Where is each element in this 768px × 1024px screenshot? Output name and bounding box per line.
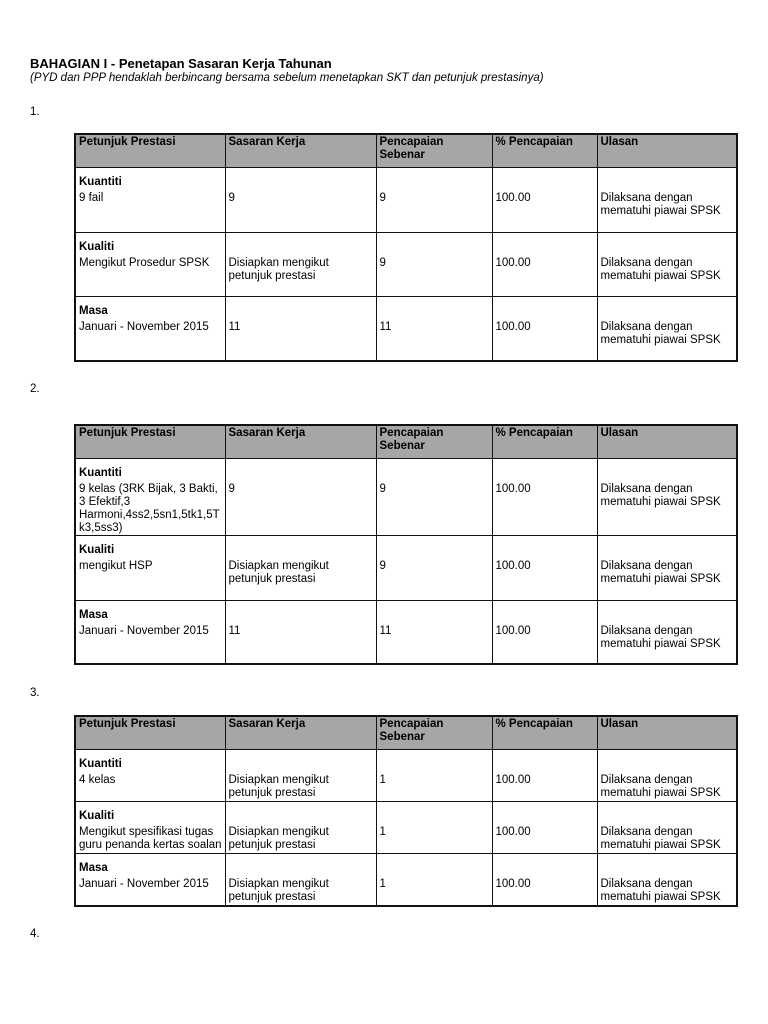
cell-peratus-pencapaian: 100.00 <box>492 600 597 664</box>
cell-petunjuk-prestasi <box>75 853 225 906</box>
cell-petunjuk-prestasi <box>75 749 225 801</box>
cell-petunjuk-prestasi <box>75 232 225 296</box>
indicator-label: Masa <box>79 304 108 317</box>
indicator-label: Kuantiti <box>79 175 122 188</box>
skt-table-3 <box>74 715 738 907</box>
row-kualiti <box>75 232 737 296</box>
cell-ulasan: Dilaksana dengan mematuhi piawai SPSK <box>597 801 737 853</box>
indicator-value: Januari - November 2015 <box>79 320 209 333</box>
row-masa <box>75 853 737 906</box>
table-header-row <box>75 425 737 458</box>
cell-petunjuk-prestasi <box>75 801 225 853</box>
header-sasaran-kerja: Sasaran Kerja <box>225 134 376 167</box>
row-kualiti <box>75 801 737 853</box>
indicator-label: Kualiti <box>79 809 115 822</box>
header-peratus-pencapaian: % Pencapaian <box>492 134 597 167</box>
cell-peratus-pencapaian: 100.00 <box>492 167 597 232</box>
item-number-3: 3. <box>30 687 40 699</box>
header-pencapaian-sebenar: Pencapaian Sebenar <box>376 716 492 749</box>
row-kuantiti <box>75 749 737 801</box>
header-pencapaian-sebenar: Pencapaian Sebenar <box>376 134 492 167</box>
cell-pencapaian-sebenar: 9 <box>376 232 492 296</box>
header-pencapaian-sebenar: Pencapaian Sebenar <box>376 425 492 458</box>
indicator-label: Kualiti <box>79 543 115 556</box>
indicator-label: Masa <box>79 608 108 621</box>
cell-peratus-pencapaian: 100.00 <box>492 232 597 296</box>
cell-peratus-pencapaian: 100.00 <box>492 853 597 906</box>
cell-pencapaian-sebenar: 9 <box>376 458 492 535</box>
cell-pencapaian-sebenar: 1 <box>376 801 492 853</box>
header-peratus-pencapaian: % Pencapaian <box>492 425 597 458</box>
skt-table-1 <box>74 133 738 362</box>
cell-peratus-pencapaian: 100.00 <box>492 801 597 853</box>
skt-table-2 <box>74 424 738 665</box>
row-kualiti <box>75 535 737 600</box>
cell-pencapaian-sebenar: 11 <box>376 600 492 664</box>
cell-pencapaian-sebenar: 9 <box>376 167 492 232</box>
cell-ulasan: Dilaksana dengan mematuhi piawai SPSK <box>597 749 737 801</box>
cell-peratus-pencapaian: 100.00 <box>492 296 597 361</box>
cell-ulasan: Dilaksana dengan mematuhi piawai SPSK <box>597 600 737 664</box>
cell-sasaran-kerja: 9 <box>225 458 376 535</box>
cell-pencapaian-sebenar: 9 <box>376 535 492 600</box>
header-petunjuk-prestasi: Petunjuk Prestasi <box>75 134 225 167</box>
header-ulasan: Ulasan <box>597 716 737 749</box>
cell-ulasan: Dilaksana dengan mematuhi piawai SPSK <box>597 458 737 535</box>
cell-petunjuk-prestasi <box>75 600 225 664</box>
indicator-value: Mengikut Prosedur SPSK <box>79 256 210 269</box>
cell-peratus-pencapaian: 100.00 <box>492 749 597 801</box>
cell-peratus-pencapaian: 100.00 <box>492 535 597 600</box>
cell-ulasan: Dilaksana dengan mematuhi piawai SPSK <box>597 232 737 296</box>
cell-ulasan: Dilaksana dengan mematuhi piawai SPSK <box>597 296 737 361</box>
cell-petunjuk-prestasi <box>75 167 225 232</box>
cell-ulasan: Dilaksana dengan mematuhi piawai SPSK <box>597 853 737 906</box>
header-sasaran-kerja: Sasaran Kerja <box>225 425 376 458</box>
indicator-label: Kuantiti <box>79 466 122 479</box>
cell-peratus-pencapaian: 100.00 <box>492 458 597 535</box>
table-header-row <box>75 134 737 167</box>
cell-sasaran-kerja: 11 <box>225 600 376 664</box>
indicator-label: Kualiti <box>79 240 115 253</box>
cell-ulasan: Dilaksana dengan mematuhi piawai SPSK <box>597 167 737 232</box>
indicator-label: Masa <box>79 861 108 874</box>
cell-ulasan: Dilaksana dengan mematuhi piawai SPSK <box>597 535 737 600</box>
indicator-label: Kuantiti <box>79 757 122 770</box>
item-number-4: 4. <box>30 928 40 940</box>
cell-sasaran-kerja: Disiapkan mengikut petunjuk prestasi <box>225 535 376 600</box>
indicator-value: 4 kelas <box>79 773 116 786</box>
header-sasaran-kerja: Sasaran Kerja <box>225 716 376 749</box>
cell-pencapaian-sebenar: 11 <box>376 296 492 361</box>
cell-petunjuk-prestasi <box>75 535 225 600</box>
indicator-value: 9 fail <box>79 191 104 204</box>
item-number-2: 2. <box>30 383 40 395</box>
row-kuantiti <box>75 167 737 232</box>
cell-sasaran-kerja: 9 <box>225 167 376 232</box>
section-title: BAHAGIAN I - Penetapan Sasaran Kerja Tahunan <box>30 56 332 71</box>
indicator-value: Mengikut spesifikasi tugas guru penanda kertas soalan <box>79 825 222 851</box>
cell-sasaran-kerja: Disiapkan mengikut petunjuk prestasi <box>225 232 376 296</box>
indicator-value: 9 kelas (3RK Bijak, 3 Bakti, 3 Efektif,3 Harmoni,4ss2,5sn1,5tk1,5T k3,5ss3) <box>79 482 220 534</box>
indicator-value: mengikut HSP <box>79 559 153 572</box>
table-header-row <box>75 716 737 749</box>
header-ulasan: Ulasan <box>597 134 737 167</box>
cell-sasaran-kerja: Disiapkan mengikut petunjuk prestasi <box>225 801 376 853</box>
cell-pencapaian-sebenar: 1 <box>376 749 492 801</box>
row-masa <box>75 600 737 664</box>
cell-pencapaian-sebenar: 1 <box>376 853 492 906</box>
row-masa <box>75 296 737 361</box>
cell-sasaran-kerja: Disiapkan mengikut petunjuk prestasi <box>225 853 376 906</box>
header-petunjuk-prestasi: Petunjuk Prestasi <box>75 716 225 749</box>
indicator-value: Januari - November 2015 <box>79 877 209 890</box>
cell-petunjuk-prestasi <box>75 458 225 535</box>
cell-sasaran-kerja: 11 <box>225 296 376 361</box>
header-petunjuk-prestasi: Petunjuk Prestasi <box>75 425 225 458</box>
header-ulasan: Ulasan <box>597 425 737 458</box>
header-peratus-pencapaian: % Pencapaian <box>492 716 597 749</box>
indicator-value: Januari - November 2015 <box>79 624 209 637</box>
cell-petunjuk-prestasi <box>75 296 225 361</box>
cell-sasaran-kerja: Disiapkan mengikut petunjuk prestasi <box>225 749 376 801</box>
section-instruction: (PYD dan PPP hendaklah berbincang bersama sebelum menetapkan SKT dan petunjuk prestasinya) <box>30 72 544 84</box>
row-kuantiti <box>75 458 737 535</box>
item-number-1: 1. <box>30 106 40 118</box>
